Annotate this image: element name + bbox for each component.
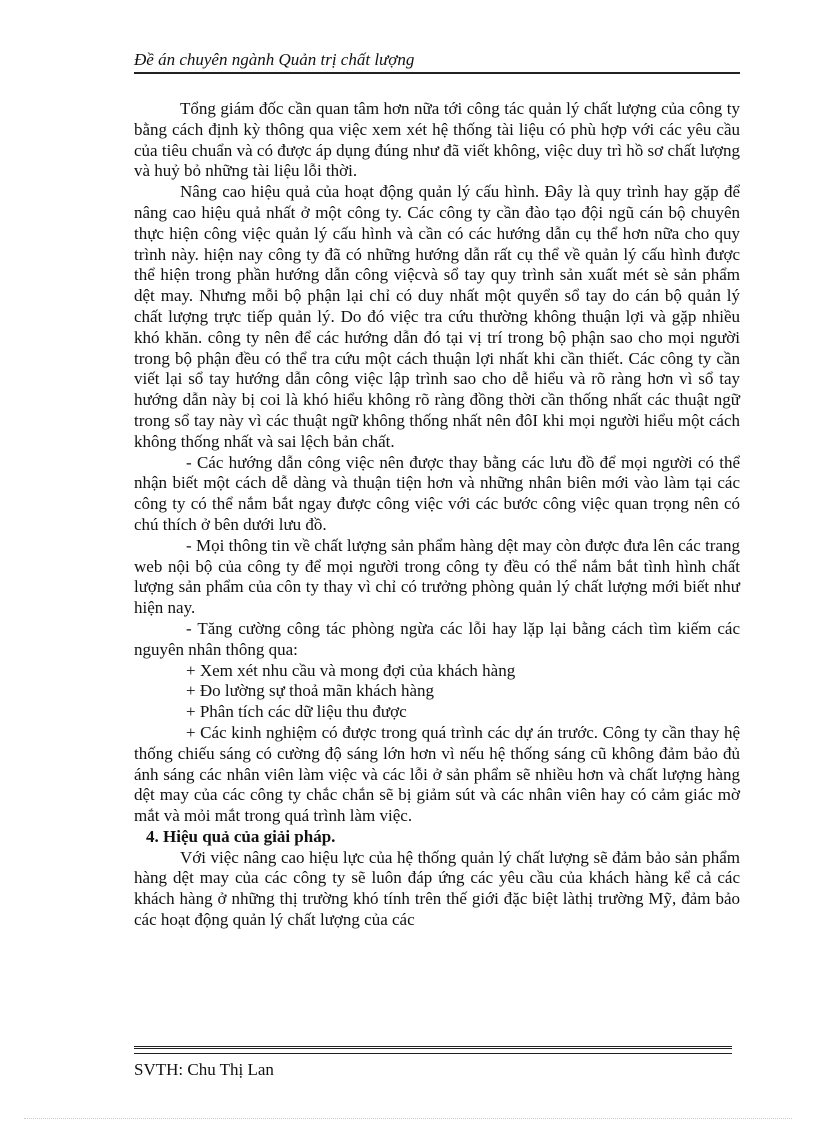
page-footer	[134, 1046, 732, 1080]
footer-author: SVTH: Chu Thị Lan	[134, 1060, 274, 1079]
page-header	[134, 50, 740, 74]
closing-paragraph: Với việc nâng cao hiệu lực của hệ thống quản lý chất lượng sẽ đảm bảo sản phẩm hàng dệt may của các công ty sẽ luôn đáp ứng các yêu cầu của khách hàng kể cả các khách hàng ở những thị trường khó tính trên thế giới đặc biệt làthị trường Mỹ, đảm bảo các hoạt động quản lý chất lượng của các	[134, 847, 740, 930]
footer-rule	[134, 1046, 732, 1054]
paragraph-4: - Mọi thông tin về chất lượng sản phẩm hàng dệt may còn được đưa lên các trang web nội bộ của công ty để mọi người trong công ty đều có thể nắm bắt tình hình chất lượng sản phẩm của côn ty thay vì chỉ có trưởng phòng quản lý chất lượng mới biết như hiện nay.	[134, 535, 740, 618]
document-body	[134, 99, 740, 931]
paragraph-2: Nâng cao hiệu quả của hoạt động quản lý cấu hình. Đây là quy trình hay gặp để nâng cao hiệu quả nhất ở một công ty. Các công ty cần đào tạo đội ngũ cán bộ chuyên thực hiện công việc quản lý cấu hình và cần có các hướng dẫn cụ thể hơn nữa cho quy trình này. hiện nay công ty đã có những hướng dẫn rất cụ thể về quản lý cấu hình được thể hiện trong phần hướng dẫn công việcvà sổ tay quy trình sản xuất mét sè sản phẩm dệt may. Nhưng mỗi bộ phận lại chỉ có duy nhất một quyển sổ tay do cán bộ quản lý chất lượng trực tiếp quản lý. Do đó việc tra cứu thường không thuận lợi và gặp nhiều khó khăn. công ty nên để các hướng dẫn đó tại vị trí trong bộ phận sao cho mọi người trong bộ phận đều có thể tra cứu một cách thuận lợi nhất khi cần thiết. Các công ty cần viết lại sổ tay hướng dẫn công việc lập trình sao cho dễ hiểu và rõ ràng hơn vì sổ tay hướng dẫn này bị coi là khó hiểu không rõ ràng đồng thời cần thống nhất các thuật ngữ trong sổ tay này vì các thuật ngữ không thống nhất nên đôI khi mọi người hiểu một cách không thống nhất và sai lệch bản chất.	[134, 182, 740, 451]
paragraph-5: - Tăng cường công tác phòng ngừa các lỗi hay lặp lại bằng cách tìm kiếm các nguyên nhân thông qua:	[134, 618, 740, 659]
document-title: Đề án chuyên ngành Quản trị chất lượng	[134, 50, 415, 69]
paragraph-1: Tổng giám đốc cần quan tâm hơn nữa tới công tác quản lý chất lượng của công ty bằng cách định kỳ thông qua việc xem xét hệ thống tài liệu có phù hợp với các yêu cầu của tiêu chuẩn và có được áp dụng đúng như đã viết không, việc duy trì hồ sơ chất lượng và huỷ bỏ những tài liệu lỗi thời.	[134, 99, 740, 181]
bullet-item: + Đo lường sự thoả mãn khách hàng	[186, 681, 435, 701]
bullet-item: + Xem xét nhu cầu và mong đợi của khách hàng	[186, 660, 516, 680]
paragraph-3: - Các hướng dẫn công việc nên được thay bằng các lưu đồ để mọi người có thể nhận biết một cách dễ dàng và thuận tiện hơn và những nhân biên mới vào làm tại các công ty có thể nắm bắt ngay được công việc với các bước công việc quan trọng nên có chú thích ở bên dưới lưu đồ.	[134, 452, 740, 534]
page-edge-line	[24, 1118, 792, 1119]
bullet-item: + Phân tích các dữ liệu thu được	[186, 702, 407, 722]
section-heading: 4. Hiệu quả của giải pháp.	[146, 826, 336, 846]
header-rule	[134, 72, 740, 74]
bullet-paragraph: + Các kinh nghiệm có được trong quá trình các dự án trước. Công ty cần thay hệ thống chiếu sáng có cường độ sáng lớn hơn vì nếu hệ thống sáng cũ không đảm bảo đủ ánh sáng các nhân viên làm việc và các lỗi ở sản phẩm sẽ nhiều hơn và chất lượng hàng dệt may của các công ty chắc chắn sẽ bị giảm sút và các nhân viên hay có cảm giác mờ mắt và mỏi mắt trong quá trình làm việc.	[134, 722, 740, 826]
